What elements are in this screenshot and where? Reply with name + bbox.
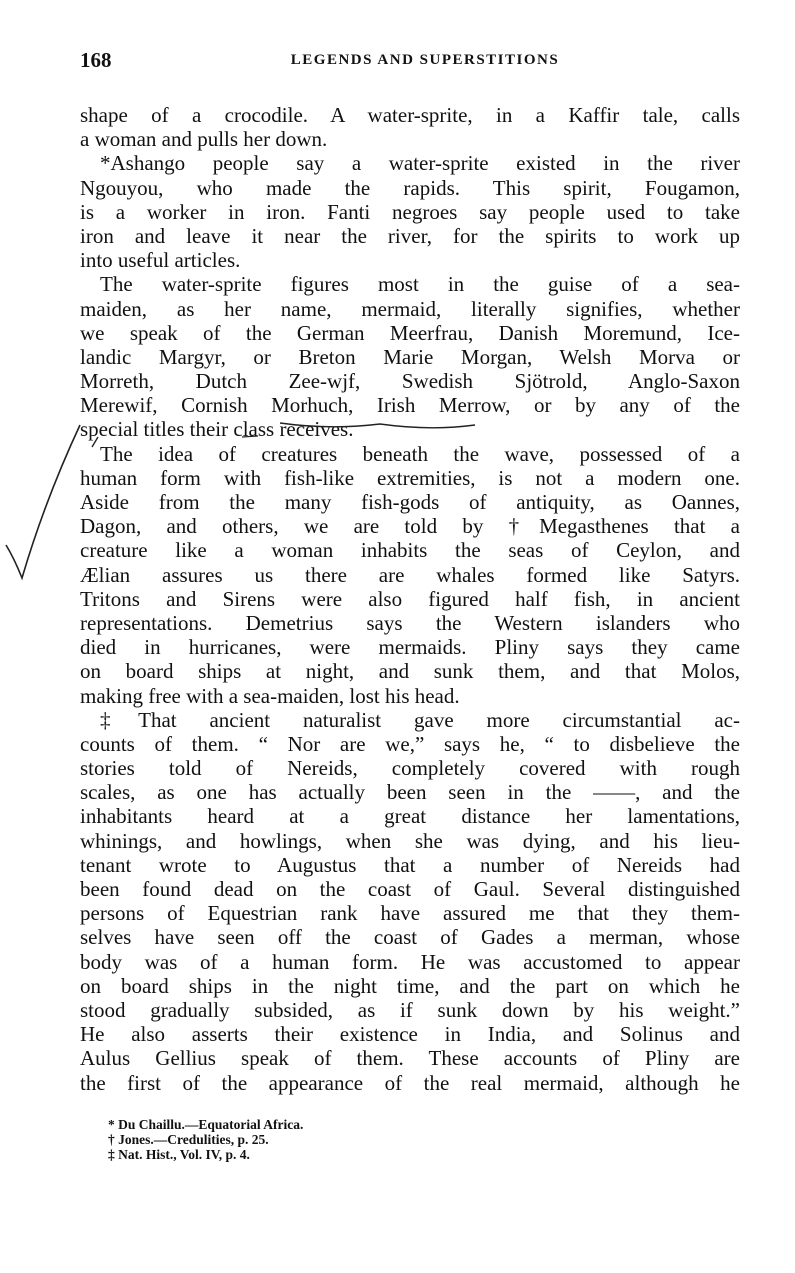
text-line: on board ships at night, and sunk them, and that Molos,	[80, 659, 740, 684]
text-line: creature like a woman inhabits the seas of Ceylon, and	[80, 538, 740, 563]
page-header	[80, 48, 740, 76]
text-line: ‡That ancient naturalist gave more circumstantial ac-	[100, 707, 740, 732]
text-line: Merewif, Cornish Morhuch, Irish Merrow, or by any of the	[80, 393, 740, 418]
text-line: on board ships in the night time, and the part on which he	[80, 973, 740, 998]
text-line: stories told of Nereids, completely covered with rough	[80, 756, 740, 781]
text-line: been found dead on the coast of Gaul. Several distinguished	[80, 877, 740, 901]
footnotes	[108, 1117, 303, 1162]
text-line: Morreth, Dutch Zee-wjf, Swedish Sjötrold, Anglo-Saxon	[80, 369, 740, 394]
body-text	[80, 103, 740, 1095]
text-line: into useful articles.	[80, 248, 241, 273]
text-line: Dagon, and others, we are told by †Megasthenes that a	[80, 514, 740, 539]
text-line: maiden, as her name, mermaid, literally signifies, whether	[80, 296, 740, 321]
text-line: Ælian assures us there are whales formed like Satyrs.	[80, 562, 740, 587]
text-line: scales, as one has actually been seen in the ——, and the	[80, 780, 740, 805]
text-line: representations. Demetrius says the Western islanders who	[80, 610, 740, 635]
text-line: died in hurricanes, were mermaids. Pliny says they came	[80, 635, 740, 660]
text-line: He also asserts their existence in India, and Solinus and	[80, 1022, 740, 1047]
text-line: the first of the appearance of the real mermaid, although he	[80, 1070, 740, 1095]
text-line: iron and leave it near the river, for the spirits to work up	[80, 223, 740, 248]
text-line: Aside from the many fish-gods of antiquity, as Oannes,	[80, 490, 740, 514]
footnote: * Du Chaillu.—Equatorial Africa.	[108, 1117, 304, 1132]
text-line: a woman and pulls her down.	[80, 127, 328, 152]
running-head: LEGENDS AND SUPERSTITIONS	[290, 52, 560, 68]
text-line: stood gradually subsided, as if sunk down by his weight.”	[80, 997, 740, 1022]
text-line: counts of them. “ Nor are we,” says he, “ to disbelieve the	[80, 731, 740, 756]
text-line: is a worker in iron. Fanti negroes say people used to take	[80, 199, 740, 224]
text-line: The idea of creatures beneath the wave, possessed of a	[100, 441, 740, 466]
text-line: selves have seen off the coast of Gades a merman, whose	[80, 925, 740, 950]
text-line: we speak of the German Meerfrau, Danish Moremund, Ice-	[80, 320, 740, 345]
text-line: *Ashango people say a water-sprite existed in the river	[100, 151, 740, 176]
text-line: special titles their class receives.	[80, 417, 354, 442]
text-line: tenant wrote to Augustus that a number of Nereids had	[80, 852, 740, 877]
text-line: human form with fish-like extremities, is not a modern one.	[80, 465, 740, 490]
page-number: 168	[80, 48, 112, 72]
text-line: inhabitants heard at a great distance her lamentations,	[80, 804, 740, 829]
text-line: body was of a human form. He was accustomed to appear	[80, 949, 740, 974]
footnote: ‡ Nat. Hist., Vol. IV, p. 4.	[108, 1147, 250, 1162]
text-line: whinings, and howlings, when she was dying, and his lieu-	[80, 828, 740, 853]
text-line: Tritons and Sirens were also figured half fish, in ancient	[80, 586, 740, 611]
text-line: Aulus Gellius speak of them. These accounts of Pliny are	[80, 1046, 740, 1071]
text-line: shape of a crocodile. A water-sprite, in a Kaffir tale, calls	[80, 103, 740, 127]
text-line: Ngouyou, who made the rapids. This spirit, Fougamon,	[80, 175, 740, 200]
text-line: The water-sprite figures most in the guise of a sea-	[100, 272, 740, 297]
text-line: persons of Equestrian rank have assured me that they them-	[80, 901, 740, 926]
footnote: † Jones.—Credulities, p. 25.	[108, 1132, 269, 1147]
text-line: making free with a sea-maiden, lost his head.	[80, 683, 460, 708]
text-line: landic Margyr, or Breton Marie Morgan, Welsh Morva or	[80, 344, 740, 369]
